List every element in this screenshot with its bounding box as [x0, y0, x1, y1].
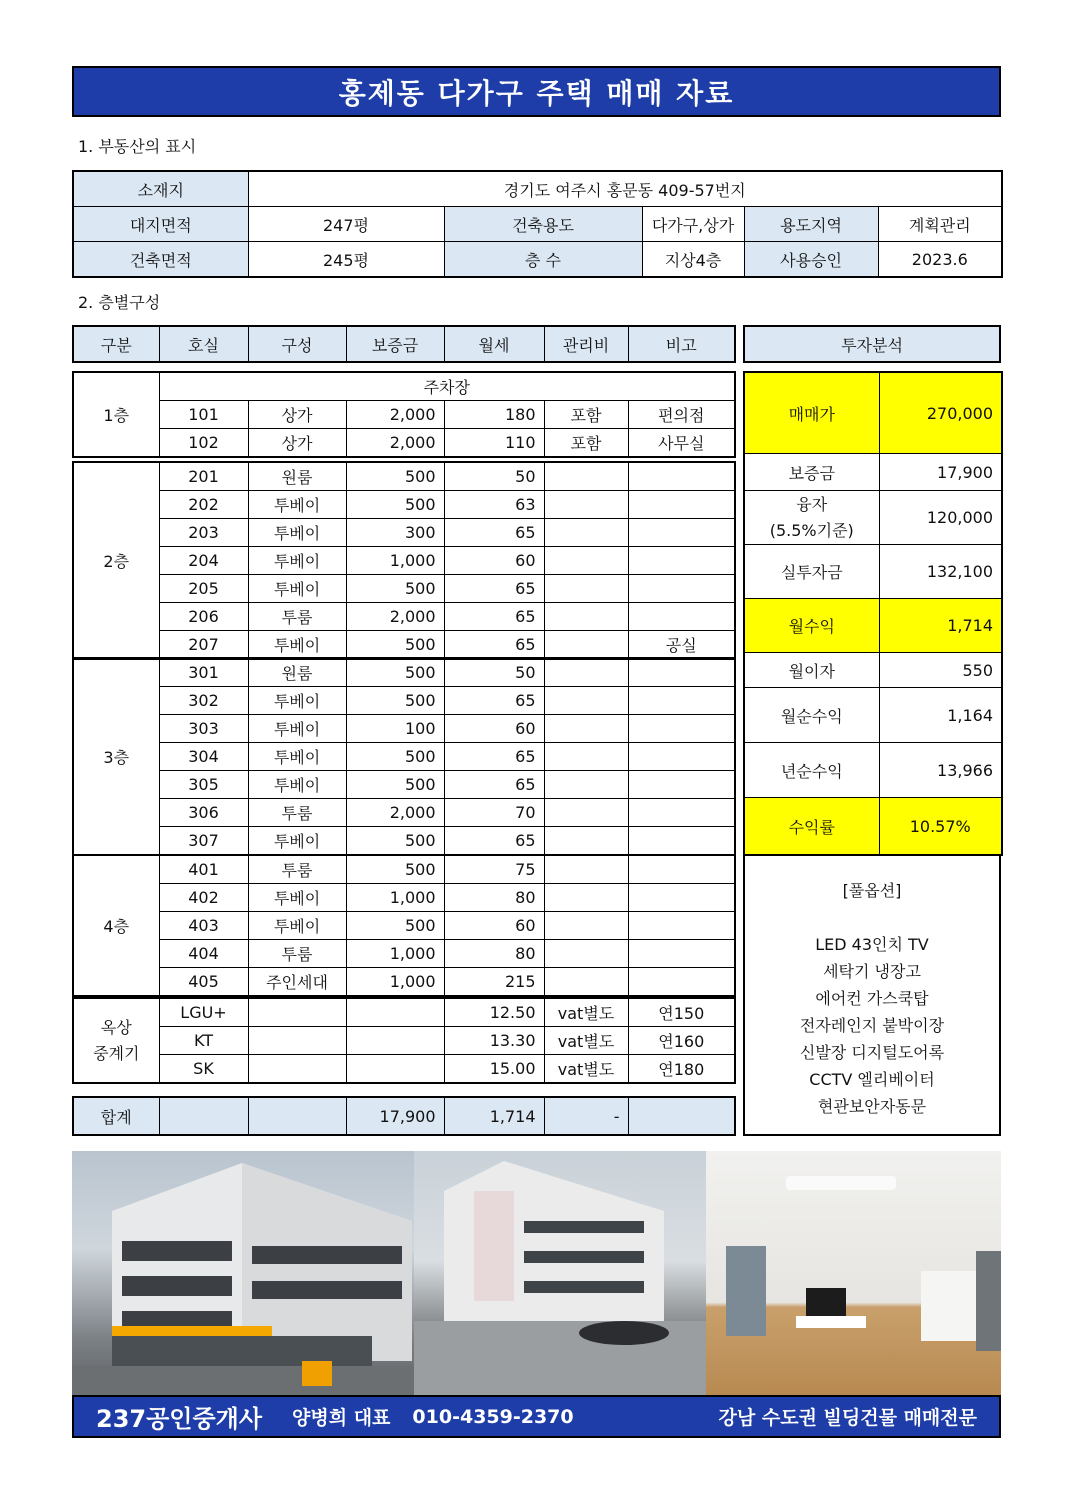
table-cell: 500 [346, 855, 444, 884]
parking-label: 주차장 [159, 372, 735, 401]
table-cell: 13.30 [444, 1027, 544, 1055]
land-area-label: 대지면적 [73, 207, 248, 242]
building-area-value: 245평 [248, 242, 444, 278]
table-cell [628, 884, 735, 912]
table-cell [628, 491, 735, 519]
table-cell: 원룸 [248, 462, 346, 491]
table-cell: 301 [159, 658, 248, 687]
table-cell [544, 631, 628, 660]
property-table [72, 170, 1003, 278]
table-cell: 401 [159, 855, 248, 884]
table-cell: 402 [159, 884, 248, 912]
zone-value: 계획관리 [878, 207, 1002, 242]
table-cell: 투베이 [248, 575, 346, 603]
table-cell: 303 [159, 715, 248, 743]
table-cell: 306 [159, 799, 248, 827]
investment-header-table [743, 325, 1001, 363]
yield-value: 10.57% [879, 798, 1002, 856]
header-room: 호실 [159, 326, 248, 362]
table-cell [544, 884, 628, 912]
table-cell [628, 519, 735, 547]
table-cell [544, 968, 628, 997]
table-cell [628, 912, 735, 940]
location-value: 경기도 여주시 홍문동 409-57번지 [248, 171, 1002, 207]
table-cell: 투베이 [248, 912, 346, 940]
table-cell: 405 [159, 968, 248, 997]
table-cell [544, 940, 628, 968]
monthly-interest-value: 550 [879, 653, 1002, 688]
yearly-net-value: 13,966 [879, 743, 1002, 798]
table-cell: 50 [444, 658, 544, 687]
table-cell [248, 998, 346, 1027]
table-cell [544, 799, 628, 827]
table-cell: 201 [159, 462, 248, 491]
header-deposit: 보증금 [346, 326, 444, 362]
representative: 양병희 대표 [292, 1407, 391, 1429]
table-cell [628, 687, 735, 715]
table-cell [544, 743, 628, 771]
table-cell: 403 [159, 912, 248, 940]
monthly-interest-label: 월이자 [744, 653, 879, 688]
table-cell: SK [159, 1055, 248, 1084]
table-cell: 2,000 [346, 799, 444, 827]
total-deposit: 17,900 [346, 1097, 444, 1135]
table-cell: 80 [444, 884, 544, 912]
loan-value: 120,000 [879, 491, 1002, 545]
table-cell [248, 1027, 346, 1055]
table-cell: 65 [444, 827, 544, 856]
table-cell [544, 827, 628, 856]
table-row [73, 519, 735, 547]
table-row [73, 491, 735, 519]
table-cell: 65 [444, 743, 544, 771]
total-table [72, 1096, 736, 1136]
table-cell: 투룸 [248, 603, 346, 631]
table-cell: 투베이 [248, 519, 346, 547]
table-cell [628, 968, 735, 997]
table-cell [628, 547, 735, 575]
total-mgmt: - [544, 1097, 628, 1135]
table-cell [544, 658, 628, 687]
monthly-net-label: 월순수익 [744, 688, 879, 743]
yearly-net-label: 년순수익 [744, 743, 879, 798]
options-box [743, 854, 1001, 1136]
building-area-label: 건축면적 [73, 242, 248, 278]
table-cell [628, 827, 735, 856]
table-cell [544, 462, 628, 491]
table-cell [248, 1055, 346, 1084]
table-cell: 215 [444, 968, 544, 997]
floor-label: 1층 [73, 372, 159, 457]
table-row [73, 1027, 735, 1055]
use-label: 건축용도 [444, 207, 642, 242]
zone-label: 용도지역 [744, 207, 878, 242]
location-label: 소재지 [73, 171, 248, 207]
section-heading-property: 1. 부동산의 표시 [78, 137, 197, 156]
table-cell: 207 [159, 631, 248, 660]
table-cell: 206 [159, 603, 248, 631]
table-cell: 투베이 [248, 827, 346, 856]
table-cell: LGU+ [159, 998, 248, 1027]
table-cell: 404 [159, 940, 248, 968]
loan-label: 융자 (5.5%기준) [744, 491, 879, 545]
deposit-value: 17,900 [879, 454, 1002, 491]
section-heading-floors: 2. 층별구성 [78, 293, 161, 312]
table-cell [544, 547, 628, 575]
floor3-table [72, 657, 736, 856]
table-cell: 500 [346, 631, 444, 660]
option-line: 신발장 디지털도어록 [799, 1043, 945, 1062]
table-cell: 65 [444, 771, 544, 799]
table-cell: 60 [444, 912, 544, 940]
table-cell: 15.00 [444, 1055, 544, 1084]
floor1-table [72, 371, 736, 458]
table-cell: 65 [444, 687, 544, 715]
table-cell: 65 [444, 575, 544, 603]
table-cell: 70 [444, 799, 544, 827]
table-cell: 65 [444, 519, 544, 547]
table-cell: 1,000 [346, 968, 444, 997]
table-row [73, 715, 735, 743]
table-cell: vat별도 [544, 1055, 628, 1084]
table-cell: 주인세대 [248, 968, 346, 997]
table-cell [628, 771, 735, 799]
table-cell: 500 [346, 575, 444, 603]
table-cell [628, 940, 735, 968]
table-row [73, 998, 735, 1027]
table-cell: 300 [346, 519, 444, 547]
table-cell: 1,000 [346, 547, 444, 575]
header-rent: 월세 [444, 326, 544, 362]
table-cell: 500 [346, 658, 444, 687]
floor-label: 3층 [73, 658, 159, 855]
floor-header-table [72, 325, 736, 363]
table-row [73, 912, 735, 940]
floors-value: 지상4층 [642, 242, 744, 278]
table-cell [544, 491, 628, 519]
table-cell: 307 [159, 827, 248, 856]
rooftop-table [72, 997, 736, 1084]
table-row [73, 940, 735, 968]
header-note: 비고 [628, 326, 735, 362]
monthly-net-value: 1,164 [879, 688, 1002, 743]
table-cell [628, 855, 735, 884]
table-cell [544, 715, 628, 743]
yield-label: 수익률 [744, 798, 879, 856]
table-cell [544, 855, 628, 884]
table-cell: 투베이 [248, 687, 346, 715]
header-division: 구분 [73, 326, 159, 362]
page-title: 홍제동 다가구 주택 매매 자료 [72, 66, 1001, 117]
table-cell [346, 1027, 444, 1055]
table-row [73, 1055, 735, 1084]
table-cell [628, 603, 735, 631]
header-mgmt: 관리비 [544, 326, 628, 362]
table-cell: 공실 [628, 631, 735, 660]
floors-label: 층 수 [444, 242, 642, 278]
table-cell: 205 [159, 575, 248, 603]
table-cell: 500 [346, 687, 444, 715]
actual-value: 132,100 [879, 545, 1002, 599]
table-row [73, 855, 735, 884]
table-cell: 투베이 [248, 884, 346, 912]
table-cell: 투베이 [248, 771, 346, 799]
table-row [73, 547, 735, 575]
table-cell: 75 [444, 855, 544, 884]
table-row [73, 771, 735, 799]
table-cell: 203 [159, 519, 248, 547]
table-cell: 연150 [628, 998, 735, 1027]
use-value: 다가구,상가 [642, 207, 744, 242]
option-line: CCTV 엘리베이터 [809, 1070, 935, 1089]
table-cell: 50 [444, 462, 544, 491]
table-cell: 204 [159, 547, 248, 575]
table-cell: 500 [346, 491, 444, 519]
option-line: 세탁기 냉장고 [823, 962, 921, 981]
table-cell: 투베이 [248, 743, 346, 771]
actual-label: 실투자금 [744, 545, 879, 599]
table-row [73, 603, 735, 631]
option-line: 에어컨 가스쿡탑 [815, 989, 929, 1008]
table-row [73, 968, 735, 997]
option-line: LED 43인치 TV [815, 935, 929, 954]
table-row [73, 884, 735, 912]
approval-label: 사용승인 [744, 242, 878, 278]
building-photo-2 [414, 1151, 706, 1395]
table-row [73, 827, 735, 856]
table-cell [628, 462, 735, 491]
table-cell: 투베이 [248, 547, 346, 575]
phone-number[interactable]: 010-4359-2370 [412, 1405, 574, 1428]
price-label: 매매가 [744, 372, 879, 454]
table-row [73, 658, 735, 687]
table-cell: vat별도 [544, 998, 628, 1027]
land-area-value: 247평 [248, 207, 444, 242]
table-cell: 500 [346, 462, 444, 491]
monthly-income-label: 월수익 [744, 599, 879, 653]
table-cell: 80 [444, 940, 544, 968]
price-value: 270,000 [879, 372, 1002, 454]
table-cell: vat별도 [544, 1027, 628, 1055]
table-cell: KT [159, 1027, 248, 1055]
table-cell [544, 603, 628, 631]
table-cell: 302 [159, 687, 248, 715]
table-cell: 65 [444, 631, 544, 660]
table-row: 101 상가 2,000 180 포함 편의점 [73, 401, 735, 429]
option-line: 현관보안자동문 [817, 1097, 927, 1116]
table-cell: 500 [346, 827, 444, 856]
table-cell [628, 743, 735, 771]
table-cell: 65 [444, 603, 544, 631]
table-row [73, 631, 735, 660]
table-cell [628, 799, 735, 827]
table-cell: 투베이 [248, 715, 346, 743]
table-cell: 투베이 [248, 631, 346, 660]
table-cell: 투룸 [248, 940, 346, 968]
rooftop-label: 옥상 중계기 [73, 998, 159, 1083]
table-cell: 500 [346, 743, 444, 771]
total-label: 합계 [73, 1097, 159, 1135]
table-row [73, 575, 735, 603]
table-cell: 연180 [628, 1055, 735, 1084]
monthly-income-value: 1,714 [879, 599, 1002, 653]
header-investment: 투자분석 [744, 326, 1000, 362]
table-row [73, 799, 735, 827]
total-rent: 1,714 [444, 1097, 544, 1135]
table-cell: 투베이 [248, 491, 346, 519]
investment-table [743, 371, 1003, 856]
table-cell [544, 519, 628, 547]
table-cell [544, 771, 628, 799]
table-cell [628, 575, 735, 603]
table-cell: 100 [346, 715, 444, 743]
floor4-table [72, 854, 736, 997]
table-cell: 투룸 [248, 855, 346, 884]
table-cell: 1,000 [346, 884, 444, 912]
deposit-label: 보증금 [744, 454, 879, 491]
table-cell: 500 [346, 771, 444, 799]
table-cell: 원룸 [248, 658, 346, 687]
table-cell: 202 [159, 491, 248, 519]
table-cell: 연160 [628, 1027, 735, 1055]
interior-photo [706, 1151, 1001, 1395]
company-name: 237공인중개사 [96, 1405, 263, 1433]
table-cell [628, 658, 735, 687]
approval-value: 2023.6 [878, 242, 1002, 278]
slogan: 강남 수도권 빌딩건물 매매전문 [718, 1407, 977, 1429]
footer-bar [72, 1395, 1001, 1438]
floor-label: 4층 [73, 855, 159, 996]
options-title: [풀옵션] [842, 881, 902, 900]
table-cell: 63 [444, 491, 544, 519]
table-row [73, 462, 735, 491]
table-cell: 12.50 [444, 998, 544, 1027]
table-cell: 투룸 [248, 799, 346, 827]
table-row [73, 687, 735, 715]
table-cell [346, 998, 444, 1027]
floor2-table [72, 461, 736, 660]
option-line: 전자레인지 붙박이장 [799, 1016, 945, 1035]
photo-strip [72, 1151, 1001, 1395]
table-cell [544, 575, 628, 603]
table-row: 102 상가 2,000 110 포함 사무실 [73, 429, 735, 458]
table-cell: 1,000 [346, 940, 444, 968]
floor-label: 2층 [73, 462, 159, 659]
building-photo-1 [72, 1151, 414, 1395]
table-cell: 304 [159, 743, 248, 771]
table-cell: 305 [159, 771, 248, 799]
table-cell: 2,000 [346, 603, 444, 631]
table-cell [628, 715, 735, 743]
table-cell [544, 912, 628, 940]
table-cell [346, 1055, 444, 1084]
table-row [73, 743, 735, 771]
table-cell: 500 [346, 912, 444, 940]
table-cell [544, 687, 628, 715]
table-cell: 60 [444, 547, 544, 575]
header-type: 구성 [248, 326, 346, 362]
table-cell: 60 [444, 715, 544, 743]
